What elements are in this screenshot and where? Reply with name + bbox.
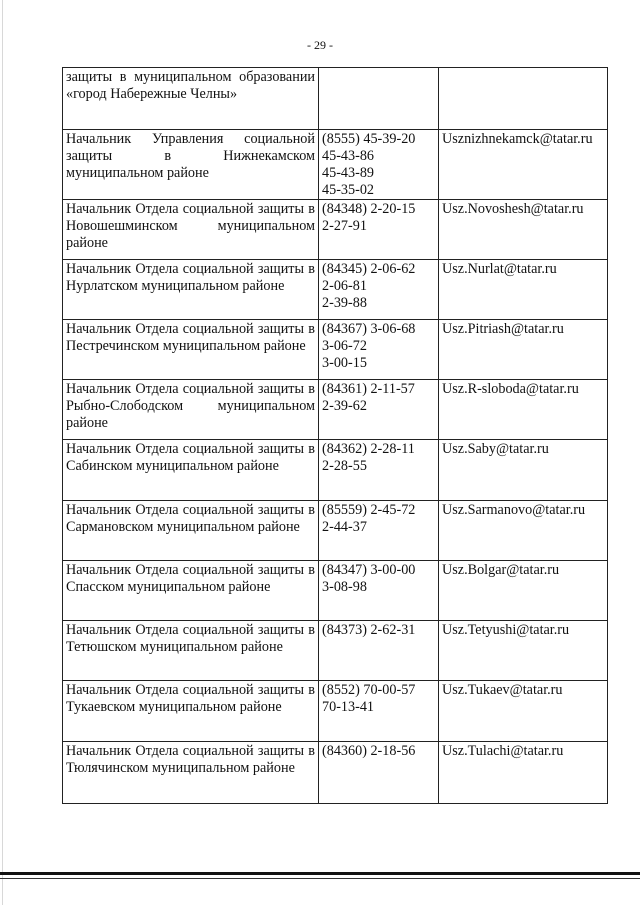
phone-number: 45-35-02 [322,182,375,198]
phone-number: (84362) 2-28-11 [322,441,415,457]
email-cell [439,68,608,130]
table-row [63,742,608,804]
position-title-cell: Начальник Отдела социальной защиты в Рыбно-Слободском муниципальном районе [63,380,319,440]
position-title-cell: защиты в муниципальном образовании «город Набережные Челны» [63,68,319,130]
position-title-cell: Начальник Отдела социальной защиты в Тюлячинском муниципальном районе [63,742,319,804]
footer-rule-thin [0,878,640,879]
phone-number: (84373) 2-62-31 [322,622,416,638]
table-row [63,200,608,260]
phone-number: 70-13-41 [322,699,375,715]
position-title-cell: Начальник Отдела социальной защиты в Сабинском муниципальном районе [63,440,319,501]
phone-number: 2-44-37 [322,519,367,535]
phone-cell [319,440,439,501]
position-title-cell: Начальник Отдела социальной защиты в Тетюшском муниципальном районе [63,621,319,681]
phone-cell [319,681,439,742]
position-title-cell: Начальник Отдела социальной защиты в Нурлатском муниципальном районе [63,260,319,320]
email-cell: Usz.R-sloboda@tatar.ru [439,380,608,440]
phone-number: (8555) 45-39-20 [322,131,416,147]
scan-edge-line [2,0,3,905]
phone-number: 2-39-88 [322,295,367,311]
phone-cell [319,130,439,200]
table-row [63,681,608,742]
phone-number: (84347) 3-00-00 [322,562,416,578]
position-title-cell: Начальник Отдела социальной защиты в Новошешминском муниципальном районе [63,200,319,260]
phone-number: 45-43-86 [322,148,375,164]
email-cell: Usz.Tulachi@tatar.ru [439,742,608,804]
phone-number: 3-06-72 [322,338,367,354]
phone-cell [319,561,439,621]
phone-cell [319,260,439,320]
phone-cell [319,742,439,804]
phone-number: 2-27-91 [322,218,367,234]
email-cell: Usz.Nurlat@tatar.ru [439,260,608,320]
contacts-table-container [62,67,604,804]
phone-number: (8552) 70-00-57 [322,682,416,698]
table-row [63,260,608,320]
phone-number: (84360) 2-18-56 [322,743,416,759]
contacts-table-body [63,68,608,804]
position-title-cell: Начальник Отдела социальной защиты в Тукаевском муниципальном районе [63,681,319,742]
table-row [63,130,608,200]
position-title-cell: Начальник Отдела социальной защиты в Пестречинском муниципальном районе [63,320,319,380]
phone-number: (84345) 2-06-62 [322,261,416,277]
phone-number: 45-43-89 [322,165,375,181]
table-row [63,501,608,561]
contacts-table [62,67,608,804]
phone-number: 2-28-55 [322,458,367,474]
table-row [63,68,608,130]
phone-cell [319,380,439,440]
phone-number: (84348) 2-20-15 [322,201,416,217]
email-cell: Usz.Sarmanovo@tatar.ru [439,501,608,561]
table-row [63,320,608,380]
phone-cell [319,200,439,260]
phone-number: 3-00-15 [322,355,367,371]
phone-number: (84361) 2-11-57 [322,381,415,397]
table-row [63,440,608,501]
email-cell: Usz.Tetyushi@tatar.ru [439,621,608,681]
phone-number: 2-06-81 [322,278,367,294]
position-title-cell: Начальник Управления социальной защиты в Нижнекамском муниципальном районе [63,130,319,200]
phone-number: (84367) 3-06-68 [322,321,416,337]
table-row [63,380,608,440]
table-row [63,621,608,681]
table-row [63,561,608,621]
page-number: - 29 - [307,38,333,52]
email-cell: Usz.Tukaev@tatar.ru [439,681,608,742]
email-cell: Usz.Pitriash@tatar.ru [439,320,608,380]
phone-cell [319,501,439,561]
phone-cell [319,621,439,681]
email-cell: Usznizhnekamck@tatar.ru [439,130,608,200]
phone-number: (85559) 2-45-72 [322,502,416,518]
position-title-cell: Начальник Отдела социальной защиты в Сармановском муниципальном районе [63,501,319,561]
footer-rule-thick [0,872,640,875]
phone-number: 3-08-98 [322,579,367,595]
email-cell: Usz.Saby@tatar.ru [439,440,608,501]
phone-cell [319,320,439,380]
phone-number: 2-39-62 [322,398,367,414]
phone-cell [319,68,439,130]
email-cell: Usz.Bolgar@tatar.ru [439,561,608,621]
position-title-cell: Начальник Отдела социальной защиты в Спасском муниципальном районе [63,561,319,621]
email-cell: Usz.Novoshesh@tatar.ru [439,200,608,260]
